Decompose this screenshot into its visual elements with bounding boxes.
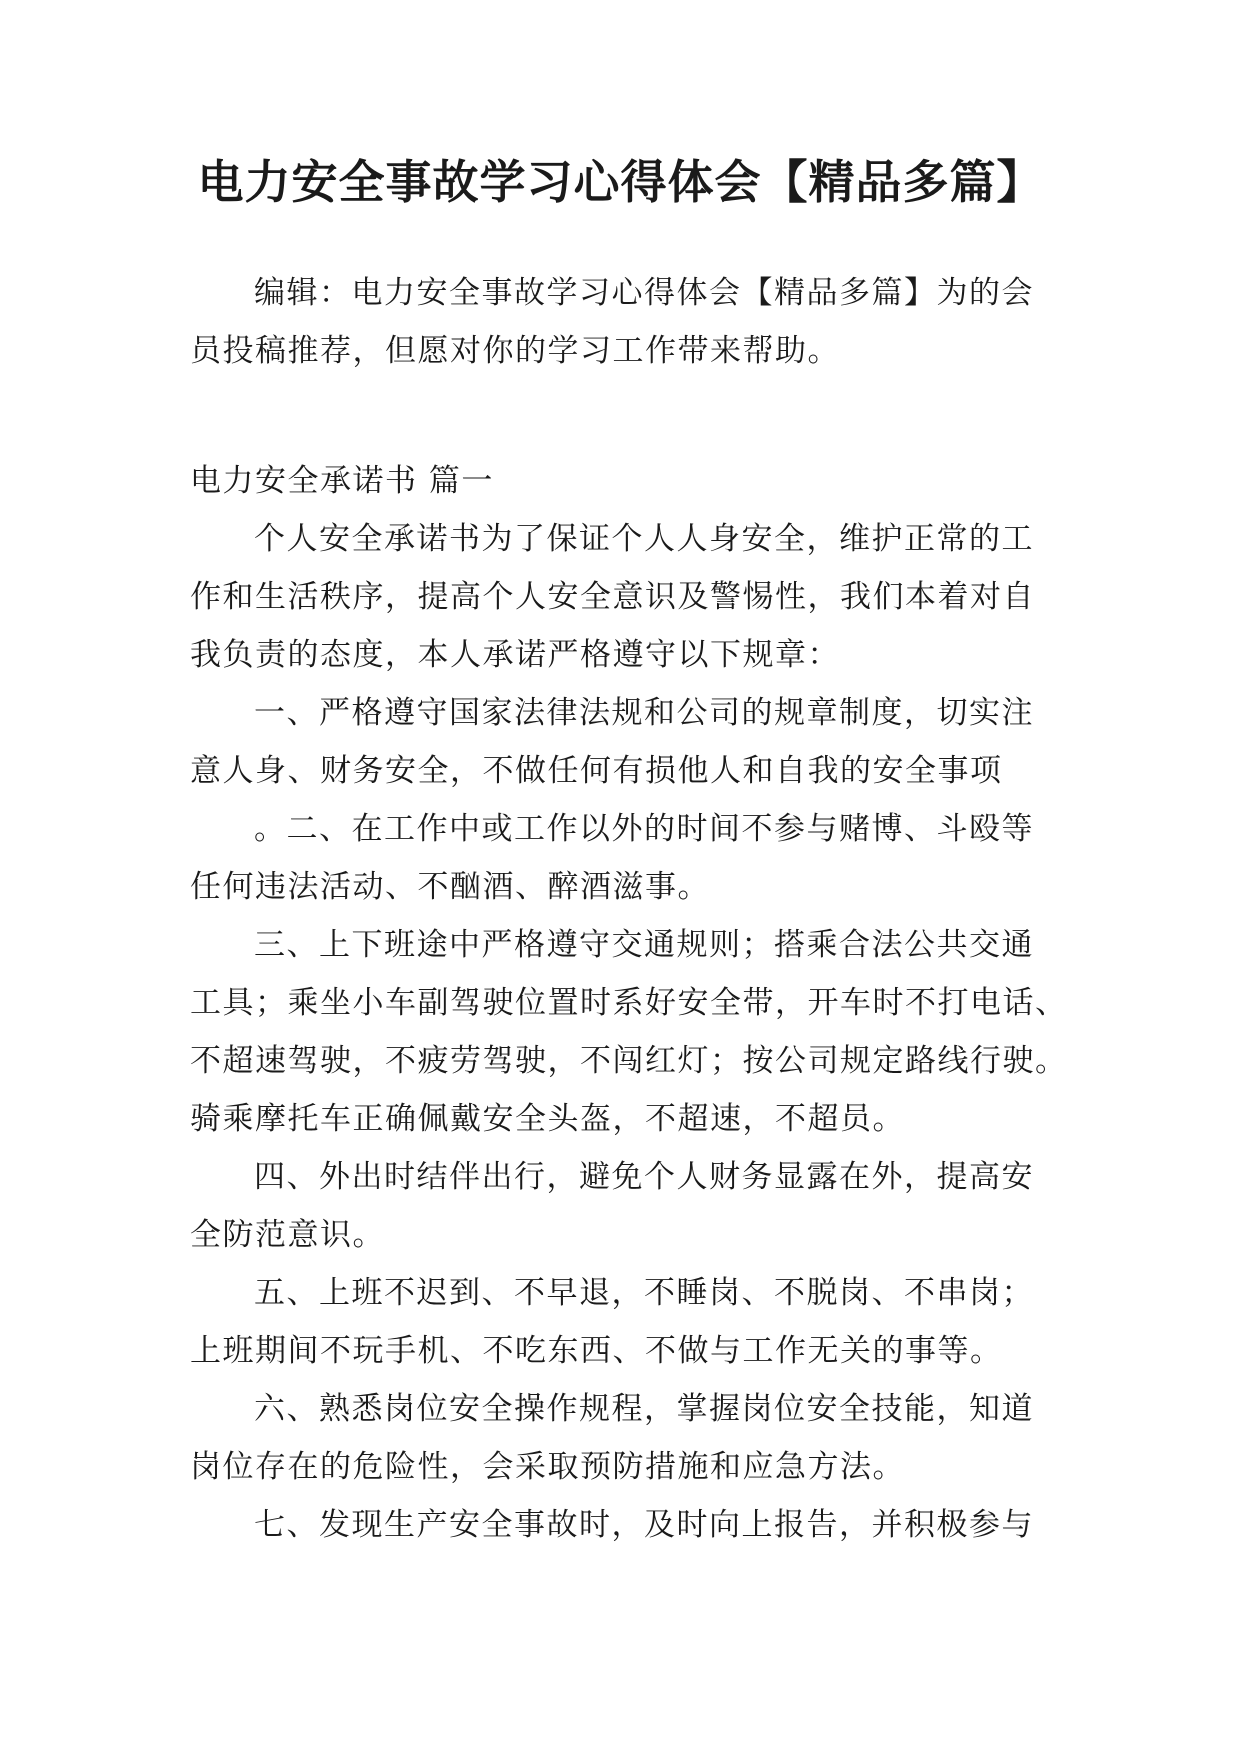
paragraph-line: 我负责的态度，本人承诺严格遵守以下规章：	[190, 637, 840, 673]
paragraph-line: 全防范意识。	[190, 1217, 385, 1253]
paragraph-line: 作和生活秩序，提高个人安全意识及警惕性，我们本着对自	[190, 579, 1035, 615]
paragraph-line: 骑乘摩托车正确佩戴安全头盔，不超速，不超员。	[190, 1101, 905, 1137]
paragraph-line: 上班期间不玩手机、不吃东西、不做与工作无关的事等。	[190, 1333, 1003, 1369]
spacer	[190, 380, 1070, 452]
paragraph-line: 任何违法活动、不酗酒、醉酒滋事。	[190, 869, 710, 905]
paragraph-line: 。二、在工作中或工作以外的时间不参与赌博、斗殴等	[254, 811, 1034, 847]
paragraph-line: 意人身、财务安全，不做任何有损他人和自我的安全事项	[190, 753, 1003, 789]
paragraph-line: 六、熟悉岗位安全操作规程，掌握岗位安全技能，知道	[254, 1391, 1034, 1427]
paragraph-line: 五、上班不迟到、不早退，不睡岗、不脱岗、不串岗；	[254, 1275, 1034, 1311]
document-title: 电力安全事故学习心得体会【精品多篇】	[197, 155, 1044, 209]
paragraph-line: 一、严格遵守国家法律法规和公司的规章制度，切实注	[254, 695, 1034, 731]
paragraph-line: 不超速驾驶，不疲劳驾驶，不闯红灯；按公司规定路线行驶。	[190, 1043, 1068, 1079]
intro-line: 编辑：电力安全事故学习心得体会【精品多篇】为的会	[254, 275, 1034, 311]
paragraph-line: 三、上下班途中严格遵守交通规则；搭乘合法公共交通	[254, 927, 1034, 963]
section-heading: 电力安全承诺书 篇一	[190, 463, 494, 499]
paragraph-line: 岗位存在的危险性，会采取预防措施和应急方法。	[190, 1449, 905, 1485]
paragraph-line: 四、外出时结伴出行，避免个人财务显露在外，提高安	[254, 1159, 1034, 1195]
intro-line: 员投稿推荐，但愿对你的学习工作带来帮助。	[190, 333, 840, 369]
paragraph-line: 七、发现生产安全事故时，及时向上报告，并积极参与	[254, 1507, 1034, 1543]
document-body	[190, 264, 1070, 1554]
paragraph-line: 工具；乘坐小车副驾驶位置时系好安全带，开车时不打电话、	[190, 985, 1068, 1021]
paragraph-line: 个人安全承诺书为了保证个人人身安全，维护正常的工	[254, 521, 1034, 557]
